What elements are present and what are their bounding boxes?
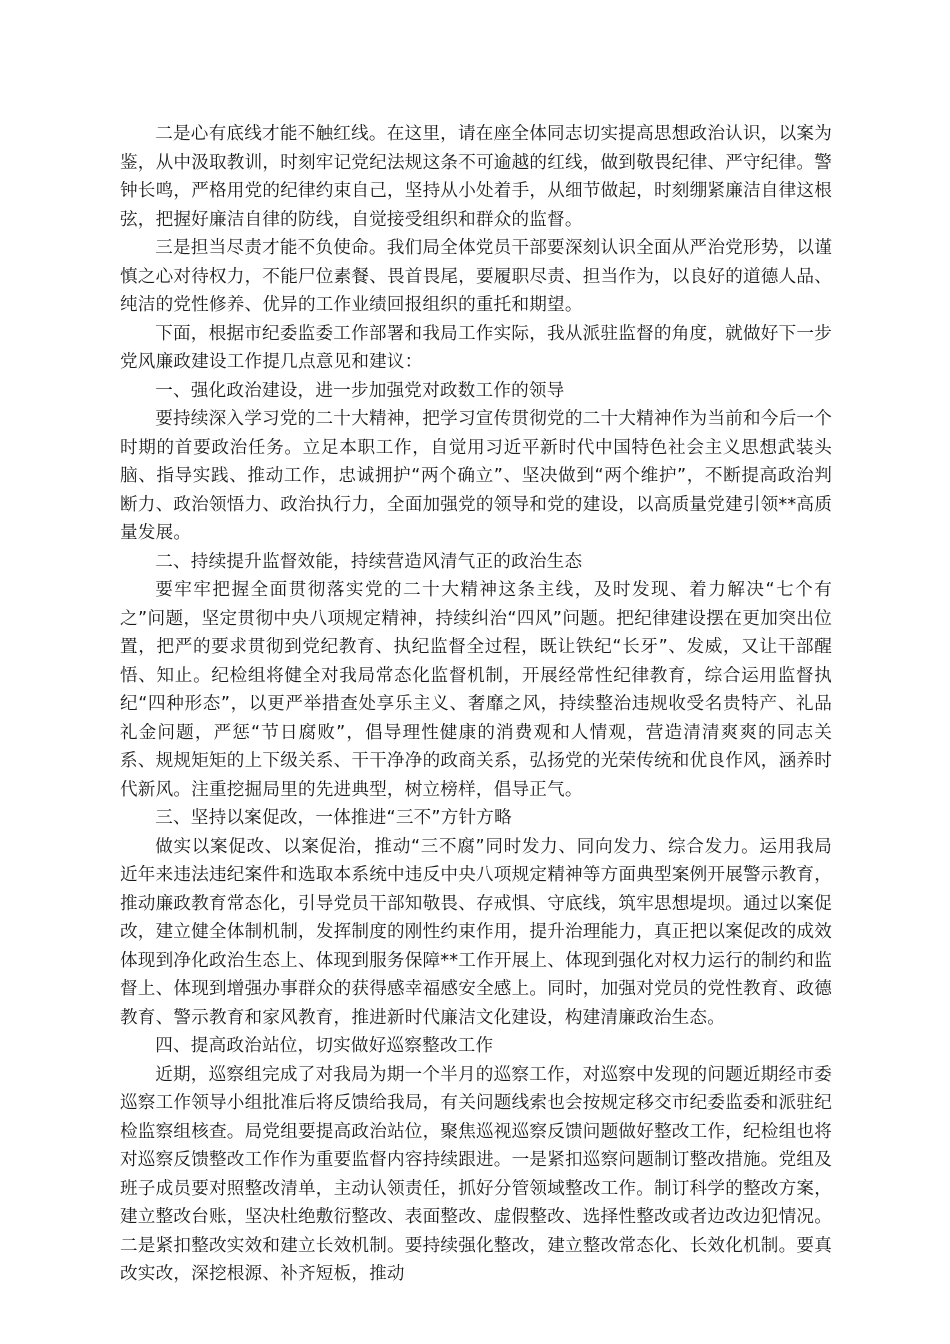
heading-section-2: 二、持续提升监督效能，持续营造风清气正的政治生态 xyxy=(155,551,583,572)
document-body xyxy=(120,120,832,1289)
paragraph-bottom-line: 二是心有底线才能不触红线。在这里，请在座全体同志切实提高思想政治认识，以案为鉴，从中汲取教训，时刻牢记党纪法规这条不可逾越的红线，做到敬畏纪律、严守纪律。警钟长鸣，严格用党的纪律约束自己，坚持从小处着手，从细节做起，时刻绷紧廉洁自律这根弦，把握好廉洁自律的防线，自觉接受组织和群众的监督。 xyxy=(120,124,832,230)
heading-section-4: 四、提高政治站位，切实做好巡察整改工作 xyxy=(155,1036,494,1056)
paragraph-section-2: 要牢牢把握全面贯彻落实党的二十大精神这条主线，及时发现、着力解决“七个有之”问题，坚定贯彻中央八项规定精神，持续纠治“四风”问题。把纪律建设摆在更加突出位置，把严的要求贯彻到党纪教育、执纪监督全过程，既让铁纪“长牙”、发威，又让干部醒悟、知止。纪检组将健全对我局常态化监督机制，开展经常性纪律教育，综合运用监督执纪“四种形态”，以更严举措查处享乐主义、奢靡之风，持续整治违规收受名贵特产、礼品礼金问题，严惩“节日腐败”，倡导理性健康的消费观和人情观，营造清清爽爽的同志关系、规规矩矩的上下级关系、干干净净的政商关系，弘扬党的光荣传统和优良作风，涵养时代新风。注重挖掘局里的先进典型，树立榜样，倡导正气。 xyxy=(120,580,832,800)
heading-section-3: 三、坚持以案促改，一体推进“三不”方针方略 xyxy=(155,808,512,828)
paragraph-responsibility: 三是担当尽责才能不负使命。我们局全体党员干部要深刻认识全面从严治党形势，以谨慎之心对待权力，不能尸位素餐、畏首畏尾，要履职尽责、担当作为，以良好的道德人品、纯洁的党性修养、优异的工作业绩回报组织的重托和期望。 xyxy=(120,238,832,315)
paragraph-section-1: 要持续深入学习党的二十大精神，把学习宣传贯彻党的二十大精神作为当前和今后一个时期的首要政治任务。立足本职工作，自觉用习近平新时代中国特色社会主义思想武装头脑、指导实践、推动工作，忠诚拥护“两个确立”、坚决做到“两个维护”，不断提高政治判断力、政治领悟力、政治执行力，全面加强党的领导和党的建设，以高质量党建引领**高质量发展。 xyxy=(120,409,832,543)
paragraph-section-4: 近期，巡察组完成了对我局为期一个半月的巡察工作，对巡察中发现的问题近期经市委巡察工作领导小组批准后将反馈给我局，有关问题线索也会按规定移交市纪委监委和派驻纪检监察组核查。局党组要提高政治站位，聚焦巡视巡察反馈问题做好整改工作，纪检组也将对巡察反馈整改工作作为重要监督内容持续跟进。一是紧扣巡察问题制订整改措施。党组及班子成员要对照整改清单，主动认领责任，抓好分管领域整改工作。制订科学的整改方案，建立整改台账，坚决杜绝敷衍整改、表面整改、虚假整改、选择性整改或者边改边犯情况。二是紧扣整改实效和建立长效机制。要持续强化整改，建立整改常态化、长效化机制。要真改实改，深挖根源、补齐短板，推动 xyxy=(120,1064,832,1284)
heading-section-1: 一、强化政治建设，进一步加强党对政数工作的领导 xyxy=(155,380,565,401)
paragraph-section-3: 做实以案促改、以案促治，推动“三不腐”同时发力、同向发力、综合发力。运用我局近年来违法违纪案件和选取本系统中违反中央八项规定精神等方面典型案例开展警示教育，推动廉政教育常态化，引导党员干部知敬畏、存戒惧、守底线，筑牢思想堤坝。通过以案促改，建立健全体制机制，发挥制度的刚性约束作用，提升治理能力，真正把以案促改的成效体现到净化政治生态上、体现到服务保障**工作开展上、体现到强化对权力运行的制约和监督上、体现到增强办事群众的获得感幸福感安全感上。同时，加强对党员的党性教育、政德教育、警示教育和家风教育，推进新时代廉洁文化建设，构建清廉政治生态。 xyxy=(120,836,832,1028)
paragraph-intro-suggestions: 下面，根据市纪委监委工作部署和我局工作实际，我从派驻监督的角度，就做好下一步党风廉政建设工作提几点意见和建议： xyxy=(120,323,832,372)
